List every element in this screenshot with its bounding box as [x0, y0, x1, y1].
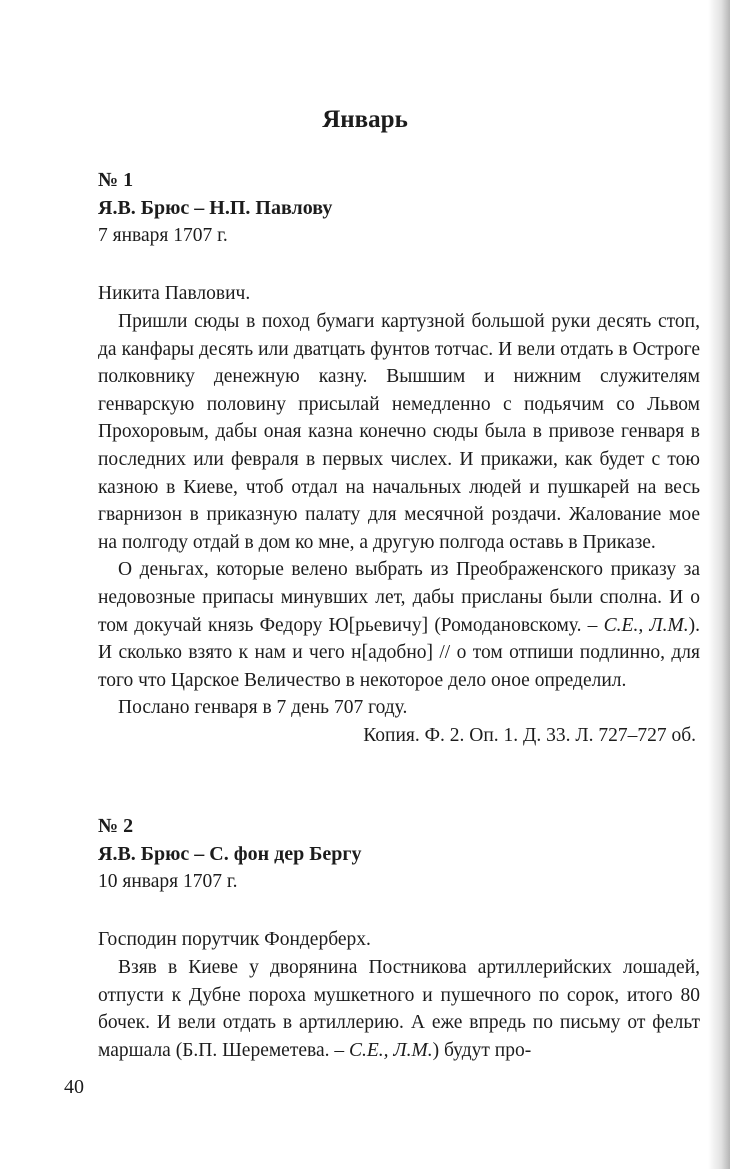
- editor-initials: С.Е., Л.М.: [349, 1039, 433, 1061]
- month-title: Январь: [322, 106, 408, 133]
- page-edge-shadow: [708, 0, 730, 1169]
- editor-initials: С.Е., Л.М.: [603, 614, 689, 636]
- document-heading: Я.В. Брюс – Н.П. Павлову: [98, 197, 333, 219]
- page-number: 40: [64, 1076, 84, 1098]
- document-number: № 1: [98, 169, 134, 191]
- salutation: Господин порутчик Фондерберх.: [98, 929, 371, 950]
- document-1: [98, 166, 700, 750]
- document-date: 7 января 1707 г.: [98, 225, 228, 246]
- document-date: 10 января 1707 г.: [98, 871, 238, 892]
- paragraph: [98, 954, 700, 1064]
- archive-source: Копия. Ф. 2. Оп. 1. Д. 33. Л. 727–727 об.: [363, 724, 696, 746]
- paragraph: Пришли сюды в поход бумаги картузной большой руки десять стоп, да канфары десять или дватцать фунтов тотчас. И вели отдать в Остроге полковнику денежную казну. Вышшим и нижним служителям генварскую половину присылай немедленно с подьячим со Львом Прохоровым, дабы оная казна конечно сюды была в привозе генваря в последних или февраля в первых числех. И прикажи, как будет с тою казною в Киеве, чтоб отдал на начальных людей и пушкарей на весь гварнизон в приказную палату для месячной роздачи. Жалование мое на полгоду отдай в дом ко мне, а другую полгода оставь в Приказе.: [98, 311, 700, 553]
- paragraph-text: Взяв в Киеве у дворянина Постникова артиллерийских лошадей, отпусти к Дубне пороха мушкетного и пушечного по сорок, итого 80 бочек. И вели отдать в артиллерию. А еже впредь по письму от фельт маршала (Б.П. Шереметева. –: [98, 957, 700, 1061]
- paragraph-text: ). И сколько взято к нам и чего н[адобно] // о том отпиши подлинно, для того что Царское Величество в некоторое дело оное определил.: [98, 614, 700, 691]
- document-heading: Я.В. Брюс – С. фон дер Бергу: [98, 843, 362, 865]
- paragraph-text: ) будут про-: [432, 1039, 532, 1061]
- document-2: [98, 812, 700, 1064]
- document-number: № 2: [98, 815, 134, 837]
- salutation: Никита Павлович.: [98, 283, 251, 304]
- paragraph: [98, 556, 700, 694]
- paragraph-text: О деньгах, которые велено выбрать из Преображенского приказу за недовозные припасы минувших лет, дабы присланы были сполна. И о том докучай князь Федору Ю[рьевичу] (Ромодановскому. –: [98, 559, 700, 636]
- closing-line: Послано генваря в 7 день 707 году.: [118, 697, 408, 719]
